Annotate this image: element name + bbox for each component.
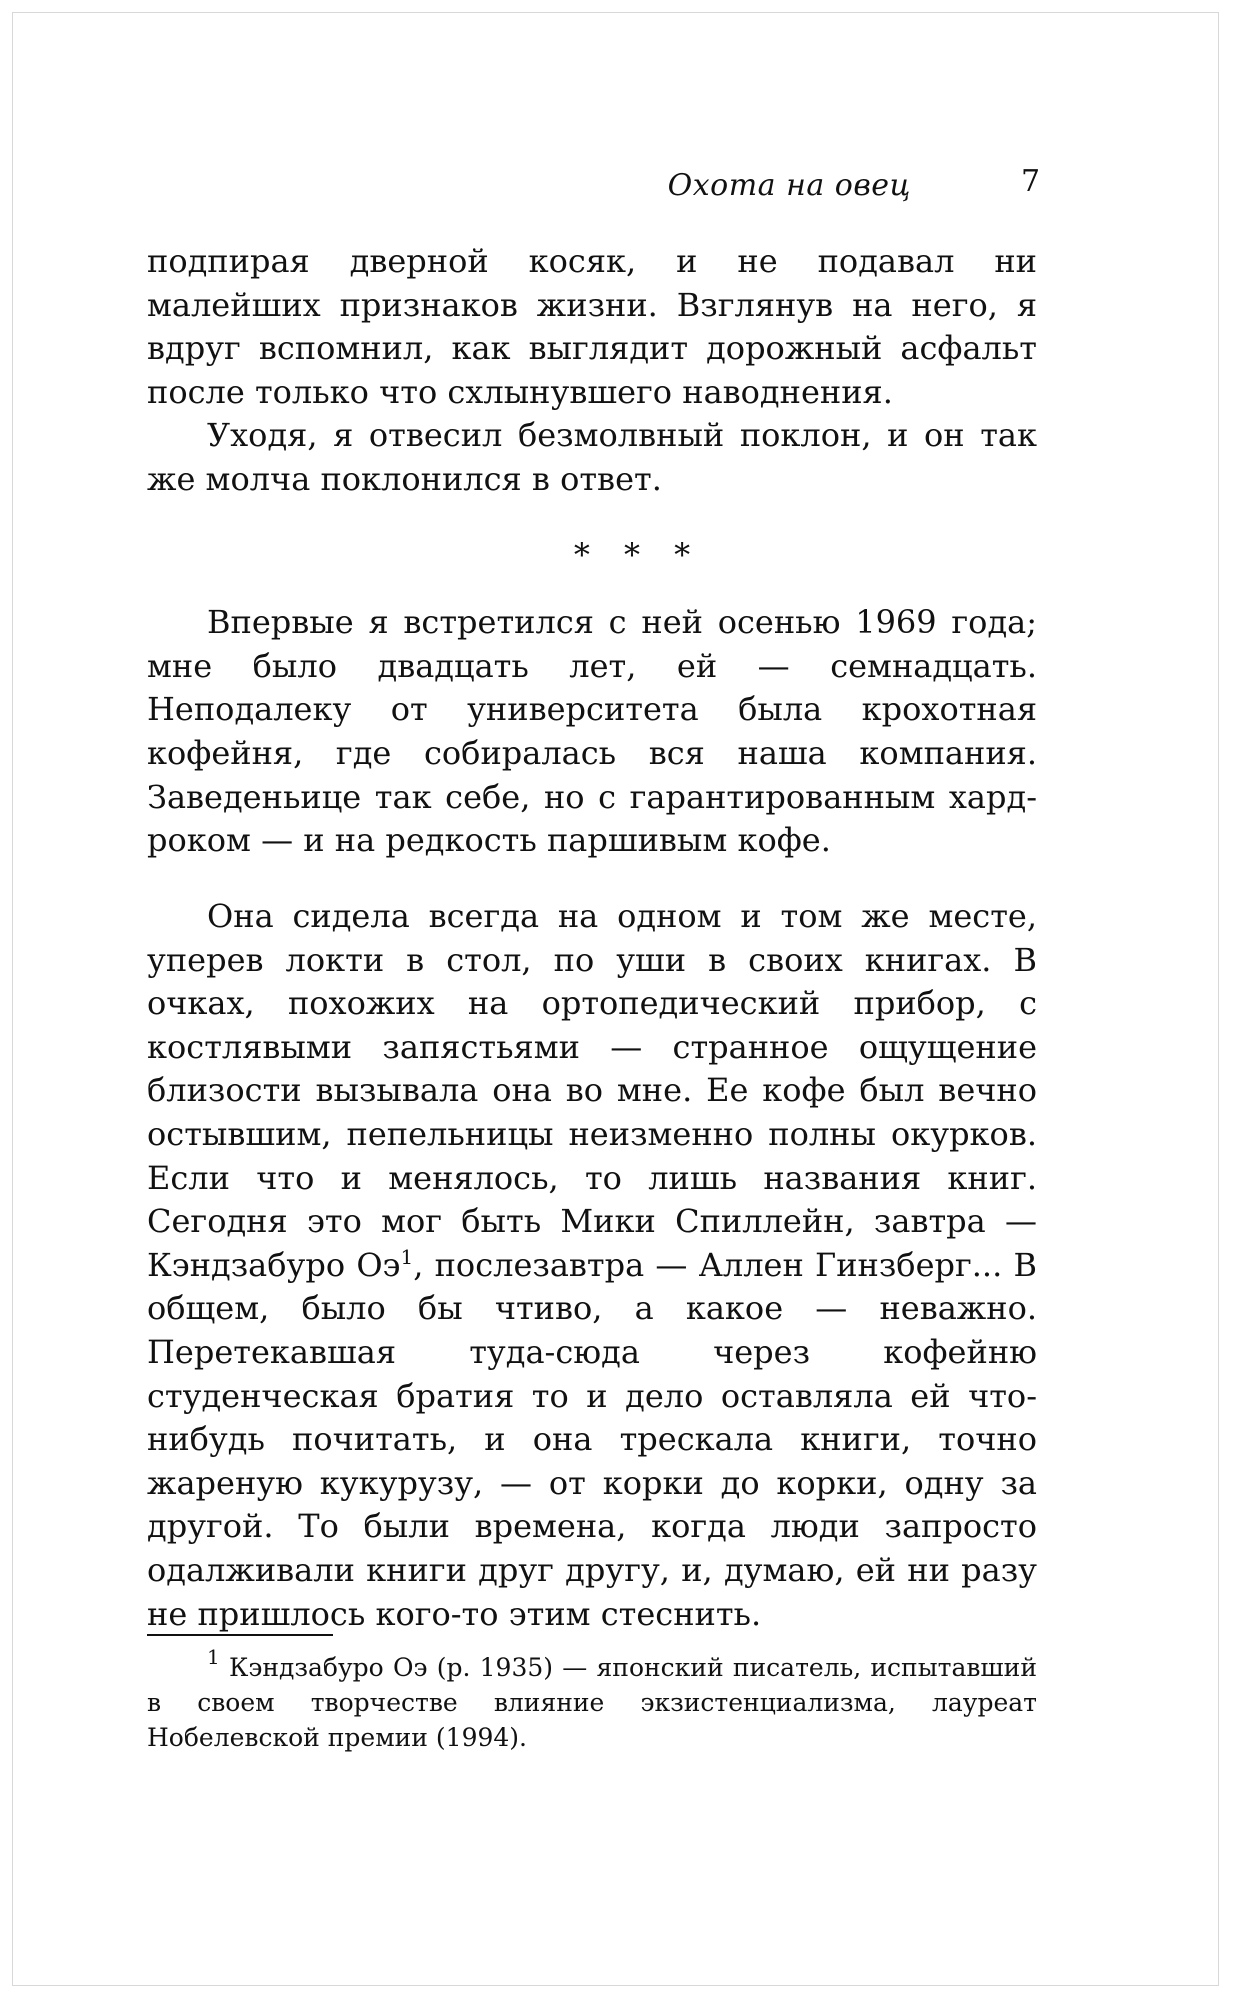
paragraph-4-part-2: , послезавтра — Аллен Гинзберг... В общем, было бы чтиво, а какое — неважно. Перетекавшая туда-сюда через кофейню студенческая братия то и дело оставляла ей что-нибудь почитать, и она трескала книги, точно жареную кукурузу, — от корки до корки, одну за другой. То были времена, когда люди запросто одалживали книги друг другу, и, думаю, ей ни разу не пришлось кого-то этим стеснить. [147, 1245, 1037, 1633]
paragraph-2: Уходя, я отвесил безмолвный поклон, и он так же молча поклонился в ответ. [147, 416, 1037, 498]
paragraph-3: Впервые я встретился с ней осенью 1969 года; мне было двадцать лет, ей — семнадцать. Неподалеку от университета была крохотная кофейня, где собиралась вся наша компания. Заведеньице так себе, но с гарантированным хард-роком — и на редкость паршивым кофе. [147, 603, 1037, 860]
footnote [147, 1645, 1037, 1755]
section-separator: * * * [573, 535, 703, 574]
page-number: 7 [1021, 164, 1041, 199]
paragraph-4 [147, 895, 1037, 1636]
running-title: Охота на овец [667, 168, 911, 203]
main-text-top [147, 240, 1037, 863]
footnote-marker: 1 [207, 1645, 220, 1669]
running-header [0, 164, 1233, 208]
footnote-divider [147, 1634, 333, 1636]
paragraph-1: подпирая дверной косяк, и не подавал ни малейших признаков жизни. Взглянув на него, я вдруг вспомнил, как выглядит дорожный асфальт после только что схлынувшего наводнения. [147, 242, 1037, 411]
paragraph-4-part-1: Она сидела всегда на одном и том же месте, уперев локти в стол, по уши в своих книгах. В очках, похожих на ортопедический прибор, с костлявыми запястьями — странное ощущение близости вызывала она во мне. Ее кофе был вечно остывшим, пепельницы неизменно полны окурков. Если что и менялось, то лишь названия книг. Сегодня это мог быть Мики Спиллейн, завтра — Кэндзабуро Оэ [147, 897, 1037, 1284]
main-text-bottom [147, 895, 1037, 1636]
footnote-text: Кэндзабуро Оэ (р. 1935) — японский писатель, испытавший в своем творчестве влияние экзистенциализма, лауреат Нобелевской премии (1994). [147, 1653, 1037, 1752]
footnote-reference[interactable]: 1 [400, 1244, 414, 1269]
